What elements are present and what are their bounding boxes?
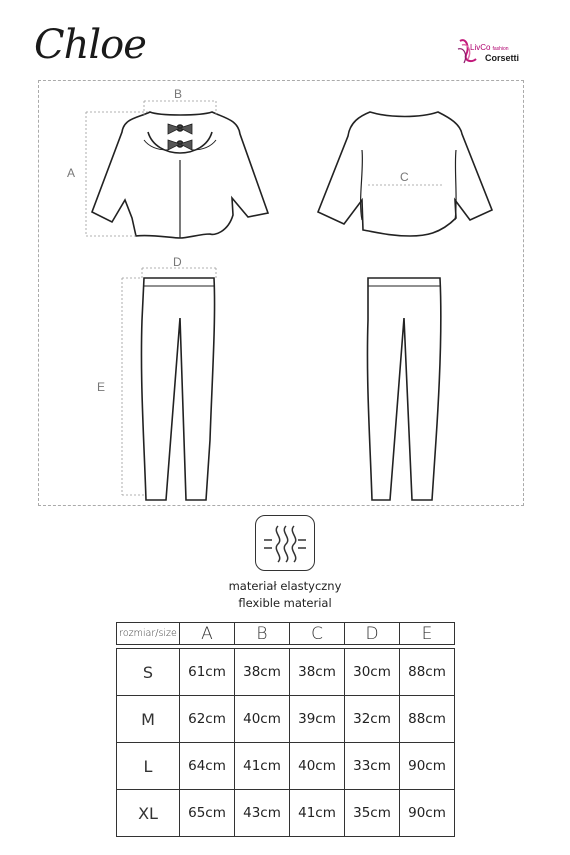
column-header-c: C [290,623,345,645]
product-title: Chloe [34,22,146,68]
value-cell: 40cm [235,696,290,743]
value-cell: 41cm [290,790,345,837]
column-header-d: D [345,623,400,645]
value-cell: 65cm [180,790,235,837]
value-cell: 43cm [235,790,290,837]
dimension-label-b: B [174,87,183,101]
value-cell: 38cm [290,649,345,696]
value-cell: 64cm [180,743,235,790]
column-header-b: B [235,623,290,645]
size-table [116,622,455,837]
size-cell: L [117,743,180,790]
brand-line2: Corsetti [485,53,520,63]
dimension-label-d: D [173,255,182,269]
leggings-front-drawing [141,278,214,500]
table-row [117,696,455,743]
size-cell: S [117,649,180,696]
value-cell: 32cm [345,696,400,743]
value-cell: 39cm [290,696,345,743]
material-label-english: flexible material [238,596,332,610]
size-table-header [117,623,455,645]
value-cell: 30cm [345,649,400,696]
table-row [117,743,455,790]
value-cell: 40cm [290,743,345,790]
size-cell: M [117,696,180,743]
value-cell: 41cm [235,743,290,790]
dimension-label-a: A [67,166,76,180]
leggings-back-drawing [367,278,440,500]
column-header-a: A [180,623,235,645]
table-row [117,790,455,837]
dimension-label-c: C [400,170,409,184]
value-cell: 90cm [400,743,455,790]
stretch-fabric-icon [255,515,315,571]
value-cell: 38cm [235,649,290,696]
value-cell: 35cm [345,790,400,837]
material-label-polish: materiał elastyczny [228,579,342,593]
table-row [117,649,455,696]
brand-line1: LivCo fashion [470,43,509,52]
value-cell: 88cm [400,649,455,696]
size-cell: XL [117,790,180,837]
value-cell: 90cm [400,790,455,837]
value-cell: 61cm [180,649,235,696]
column-header-e: E [400,623,455,645]
dimension-label-e: E [97,380,106,394]
jacket-front-drawing [92,112,268,238]
dimension-lines-front [86,101,216,236]
size-header: rozmiar/size [117,623,180,645]
value-cell: 62cm [180,696,235,743]
value-cell: 33cm [345,743,400,790]
value-cell: 88cm [400,696,455,743]
